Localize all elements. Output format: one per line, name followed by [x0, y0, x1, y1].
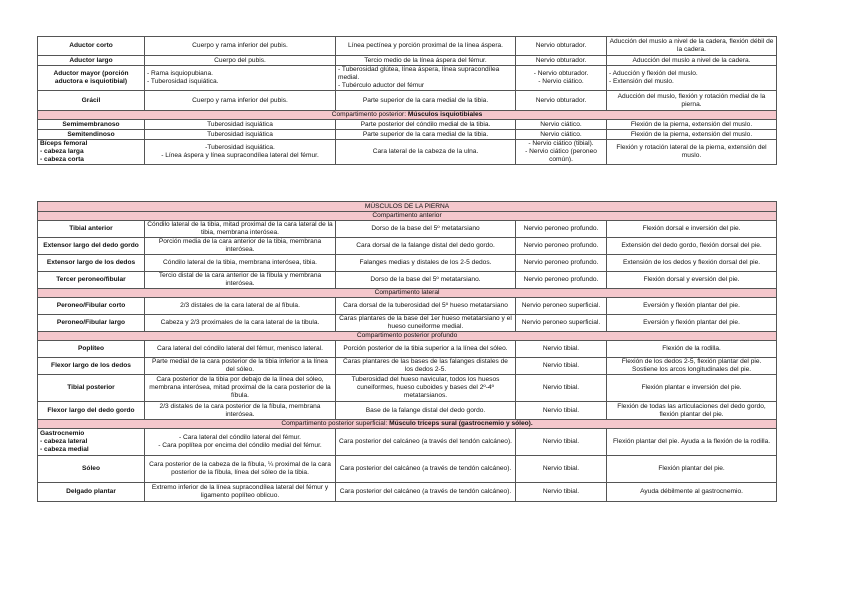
- table-row: [38, 272, 777, 289]
- table-row: [38, 221, 777, 238]
- insertion-cell: Parte superior de la cara medial de la tibia.: [336, 130, 516, 140]
- nerve-cell: Nervio peroneo profundo.: [516, 255, 607, 272]
- section-row-posterior-deep: [38, 332, 777, 341]
- insertion-cell: Cara dorsal de la tuberosidad del 5º hueso metatarsiano: [336, 298, 516, 315]
- section-label: Compartimento anterior: [38, 212, 777, 221]
- table-row: [38, 130, 777, 140]
- origin-cell: Porción media de la cara anterior de la tibia, membrana interósea.: [145, 238, 336, 255]
- table-row: [38, 238, 777, 255]
- table-row: [38, 298, 777, 315]
- insertion-cell: Falanges medias y distales de los 2-5 dedos.: [336, 255, 516, 272]
- action-cell: Aducción del muslo a nivel de la cadera.: [607, 56, 777, 66]
- table-row: [38, 402, 777, 420]
- origin-cell: Cara posterior de la cabeza de la fíbula, ¼ proximal de la cara posterior de la fíbula, línea del sóleo de la tibia.: [145, 456, 336, 483]
- origin-cell: Parte medial de la cara posterior de la tibia inferior a la línea del sóleo.: [145, 358, 336, 375]
- nerve-cell: Nervio tibial.: [516, 402, 607, 420]
- table-row: [38, 120, 777, 130]
- nerve-cell: Nervio tibial.: [516, 341, 607, 358]
- origin-cell: Cóndilo lateral de la tibia, mitad proximal de la cara lateral de la tibia, membrana interósea.: [145, 221, 336, 238]
- muscle-name-cell: Sóleo: [38, 456, 145, 483]
- muscle-name-cell: Peroneo/Fibular largo: [38, 315, 145, 332]
- nerve-cell: Nervio peroneo profundo.: [516, 221, 607, 238]
- muscle-name-cell: Poplíteo: [38, 341, 145, 358]
- muscle-name-cell: Extensor largo del dedo gordo: [38, 238, 145, 255]
- table-row: [38, 483, 777, 502]
- nerve-cell: Nervio obturador.: [516, 56, 607, 66]
- action-cell: Ayuda débilmente al gastrocnemio.: [607, 483, 777, 502]
- insertion-cell: Tercio medio de la línea áspera del fémur.: [336, 56, 516, 66]
- action-cell: Flexión de la pierna, extensión del muslo.: [607, 130, 777, 140]
- nerve-cell: Nervio tibial.: [516, 483, 607, 502]
- nerve-cell: - Nervio obturador. - Nervio ciático.: [516, 66, 607, 91]
- action-cell: Extensión del dedo gordo, flexión dorsal del pie.: [607, 238, 777, 255]
- table-row: [38, 358, 777, 375]
- origin-cell: Cara posterior de la tibia por debajo de la línea del sóleo, membrana interósea, mitad proximal de la cara posterior de la fíbula.: [145, 375, 336, 402]
- insertion-cell: Cara posterior del calcáneo (a través de tendón calcáneo).: [336, 483, 516, 502]
- muscle-name-cell: Aductor corto: [38, 37, 145, 56]
- origin-cell: Tuberosidad isquiática: [145, 120, 336, 130]
- nerve-cell: - Nervio ciático (tibial). - Nervio ciático (peroneo común).: [516, 140, 607, 165]
- muscle-name-cell: Flexor largo de los dedos: [38, 358, 145, 375]
- origin-cell: Cabeza y 2/3 proximales de la cara lateral de la tibula.: [145, 315, 336, 332]
- muscle-name-cell: Flexor largo del dedo gordo: [38, 402, 145, 420]
- table-row: [38, 341, 777, 358]
- origin-cell: -Tuberosidad isquiática. - Línea áspera y línea supracondílea lateral del fémur.: [145, 140, 336, 165]
- action-cell: Aducción del muslo a nivel de la cadera, flexión débil de la cadera.: [607, 37, 777, 56]
- insertion-cell: Cara lateral de la cabeza de la ulna.: [336, 140, 516, 165]
- muscle-name-cell: Semimembranoso: [38, 120, 145, 130]
- action-cell: Flexión plantar del pie.: [607, 456, 777, 483]
- section-label: Compartimento posterior superficial: Músculo tríceps sural (gastrocnemio y sóleo).: [38, 420, 777, 429]
- action-cell: Eversión y flexión plantar del pie.: [607, 298, 777, 315]
- origin-cell: 2/3 distales de la cara posterior de la fíbula, membrana interósea.: [145, 402, 336, 420]
- insertion-cell: Cara posterior del calcáneo (a través del tendón calcáneo).: [336, 429, 516, 456]
- muscle-name-cell: Tibial posterior: [38, 375, 145, 402]
- action-cell: Eversión y flexión plantar del pie.: [607, 315, 777, 332]
- action-cell: Flexión plantar del pie. Ayuda a la flexión de la rodilla.: [607, 429, 777, 456]
- muscle-name-cell: Aductor largo: [38, 56, 145, 66]
- nerve-cell: Nervio tibial.: [516, 456, 607, 483]
- insertion-cell: Cara dorsal de la falange distal del dedo gordo.: [336, 238, 516, 255]
- origin-cell: Tercio distal de la cara anterior de la fíbula y membrana interósea.: [145, 272, 336, 289]
- table-row: [38, 429, 777, 456]
- section-row-posterior: [38, 111, 777, 120]
- origin-cell: Cuerpo y rama inferior del pubis.: [145, 37, 336, 56]
- action-cell: Flexión plantar e inversión del pie.: [607, 375, 777, 402]
- action-cell: Flexión dorsal y eversión del pie.: [607, 272, 777, 289]
- origin-cell: Extremo inferior de la línea supracondílea lateral del fémur y ligamento poplíteo oblicuo.: [145, 483, 336, 502]
- insertion-cell: Cara posterior del calcáneo (a través de tendón calcáneo).: [336, 456, 516, 483]
- section-row-posterior-superficial: [38, 420, 777, 429]
- nerve-cell: Nervio ciático.: [516, 130, 607, 140]
- table-row: [38, 140, 777, 165]
- section-label: Compartimento posterior: Músculos isquiotibiales: [38, 111, 777, 120]
- nerve-cell: Nervio tibial.: [516, 375, 607, 402]
- action-cell: Flexión de la rodilla.: [607, 341, 777, 358]
- insertion-cell: - Tuberosidad glútea, línea áspera, línea supracondílea medial. - Tubérculo aductor del fémur: [336, 66, 516, 91]
- table-row: [38, 456, 777, 483]
- table-row: [38, 56, 777, 66]
- muscle-name-cell: Aductor mayor (porción aductora e isquiotibial): [38, 66, 145, 91]
- origin-cell: Cóndilo lateral de la tibia, membrana interósea, tibia.: [145, 255, 336, 272]
- muscle-name-cell: Semitendinoso: [38, 130, 145, 140]
- muscle-name-cell: Bíceps femoral - cabeza larga - cabeza corta: [38, 140, 145, 165]
- action-cell: Flexión de la pierna, extensión del muslo.: [607, 120, 777, 130]
- table-row: [38, 37, 777, 56]
- table-row: [38, 66, 777, 91]
- action-cell: Aducción del muslo, flexión y rotación medial de la pierna.: [607, 91, 777, 111]
- insertion-cell: Caras plantares de las bases de las falanges distales de los dedos 2-5.: [336, 358, 516, 375]
- insertion-cell: Tuberosidad del hueso navicular, todos los huesos cuneiformes, hueso cuboides y bases del 2º-4º metatarsianos.: [336, 375, 516, 402]
- origin-cell: - Cara lateral del cóndilo lateral del fémur. - Cara poplítea por encima del cóndilo medial del fémur.: [145, 429, 336, 456]
- muscle-name-cell: Gastrocnemio - cabeza lateral - cabeza medial: [38, 429, 145, 456]
- table-row: [38, 315, 777, 332]
- section-label: Compartimento posterior profundo: [38, 332, 777, 341]
- insertion-cell: Porción posterior de la tibia superior a la línea del sóleo.: [336, 341, 516, 358]
- origin-cell: - Rama isquiopubiana. - Tuberosidad isquiática.: [145, 66, 336, 91]
- nerve-cell: Nervio obturador.: [516, 91, 607, 111]
- leg-muscles-table: [37, 201, 777, 502]
- action-cell: Flexión y rotación lateral de la pierna, extensión del muslo.: [607, 140, 777, 165]
- muscle-name-cell: Tercer peroneo/fibular: [38, 272, 145, 289]
- nerve-cell: Nervio obturador.: [516, 37, 607, 56]
- section-row-anterior: [38, 212, 777, 221]
- insertion-cell: Dorso de la base del 5º metatarsiano.: [336, 272, 516, 289]
- nerve-cell: Nervio tibial.: [516, 358, 607, 375]
- muscle-name-cell: Delgado plantar: [38, 483, 145, 502]
- origin-cell: Cara lateral del cóndilo lateral del fémur, menisco lateral.: [145, 341, 336, 358]
- insertion-cell: Parte posterior del cóndilo medial de la tibia.: [336, 120, 516, 130]
- nerve-cell: Nervio peroneo profundo.: [516, 238, 607, 255]
- action-cell: Extensión de los dedos y flexión dorsal del pie.: [607, 255, 777, 272]
- section-row-lateral: [38, 289, 777, 298]
- table-row: [38, 91, 777, 111]
- origin-cell: Cuerpo del pubis.: [145, 56, 336, 66]
- action-cell: - Aducción y flexión del muslo. - Extensión del muslo.: [607, 66, 777, 91]
- nerve-cell: Nervio peroneo superficial.: [516, 315, 607, 332]
- table-title: MÚSCULOS DE LA PIERNA: [38, 202, 777, 212]
- origin-cell: 2/3 distales de la cara lateral de al fíbula.: [145, 298, 336, 315]
- insertion-cell: Dorso de la base del 5º metatarsiano: [336, 221, 516, 238]
- table-row: [38, 255, 777, 272]
- origin-cell: Tuberosidad isquiática: [145, 130, 336, 140]
- action-cell: Flexión dorsal e inversión del pie.: [607, 221, 777, 238]
- insertion-cell: Base de la falange distal del dedo gordo.: [336, 402, 516, 420]
- section-label: Compartimento lateral: [38, 289, 777, 298]
- muscle-name-cell: Peroneo/Fibular corto: [38, 298, 145, 315]
- origin-cell: Cuerpo y rama inferior del pubis.: [145, 91, 336, 111]
- action-cell: Flexión de todas las articulaciones del dedo gordo, flexión plantar del pie.: [607, 402, 777, 420]
- muscle-name-cell: Extensor largo de los dedos: [38, 255, 145, 272]
- muscle-name-cell: Grácil: [38, 91, 145, 111]
- nerve-cell: Nervio ciático.: [516, 120, 607, 130]
- nerve-cell: Nervio peroneo superficial.: [516, 298, 607, 315]
- action-cell: Flexión de los dedos 2-5, flexión plantar del pie. Sostiene los arcos longitudinales del pie.: [607, 358, 777, 375]
- nerve-cell: Nervio tibial.: [516, 429, 607, 456]
- thigh-muscles-table: [37, 36, 777, 165]
- insertion-cell: Línea pectínea y porción proximal de la línea áspera.: [336, 37, 516, 56]
- muscle-name-cell: Tibial anterior: [38, 221, 145, 238]
- table-title-row: [38, 202, 777, 212]
- insertion-cell: Caras plantares de la base del 1er hueso metatarsiano y el hueso cuneiforme medial.: [336, 315, 516, 332]
- nerve-cell: Nervio peroneo profundo.: [516, 272, 607, 289]
- table-row: [38, 375, 777, 402]
- insertion-cell: Parte superior de la cara medial de la tibia.: [336, 91, 516, 111]
